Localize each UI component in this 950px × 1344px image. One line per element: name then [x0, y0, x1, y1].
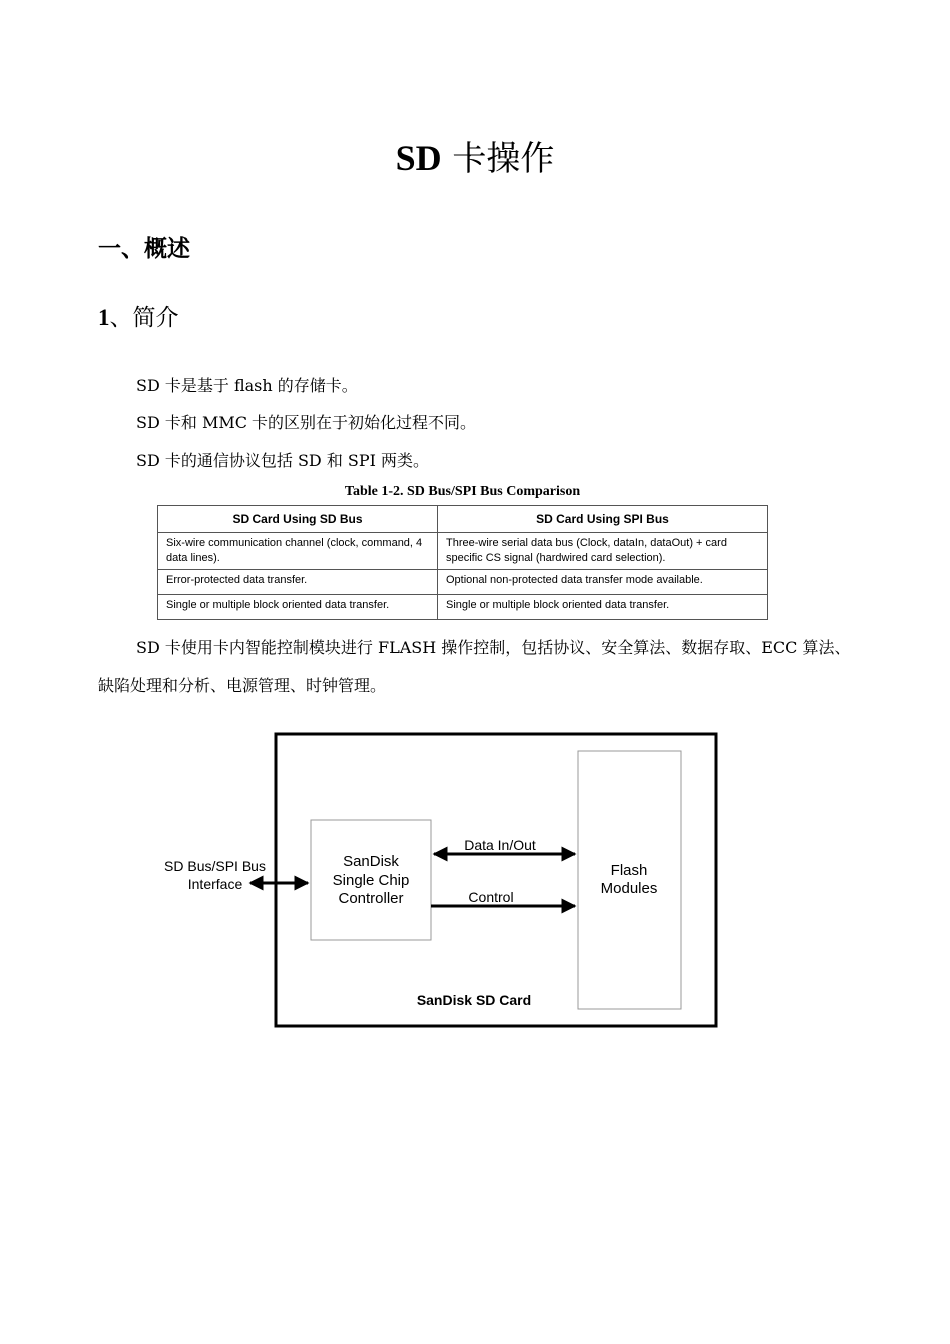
- table-caption: Table 1-2. SD Bus/SPI Bus Comparison: [344, 484, 581, 499]
- interface-label: SD Bus/SPI Bus: [164, 858, 266, 874]
- control-label: Control: [468, 889, 514, 905]
- interface-label: Interface: [187, 876, 243, 892]
- title-latin: SD: [395, 138, 442, 178]
- paragraph-long: SD 卡使用卡内智能控制模块进行 FLASH 操作控制，包括协议、安全算法、数据存取、ECC 算法、缺陷处理和分析、电源管理、时钟管理。: [98, 638, 851, 695]
- comparison-table: [157, 505, 768, 620]
- subsection-number: 1: [98, 305, 110, 330]
- page-title: [0, 136, 950, 181]
- controller-label: SanDisk: [343, 853, 399, 870]
- paragraph-2: SD 卡和 MMC 卡的区别在于初始化过程不同。: [136, 413, 477, 432]
- table-cell: Optional non-protected data transfer mode available.: [438, 570, 768, 595]
- table-header-cell: SD Card Using SPI Bus: [438, 506, 768, 533]
- flash-label: Modules: [600, 880, 658, 897]
- table-cell: Single or multiple block oriented data transfer.: [158, 595, 438, 620]
- table-row: [158, 570, 768, 595]
- card-label: SanDisk SD Card: [416, 992, 532, 1008]
- table-header-row: [158, 506, 768, 533]
- paragraph-1: SD 卡是基于 flash 的存储卡。: [136, 376, 358, 395]
- subsection-heading: [98, 302, 179, 334]
- block-diagram: [150, 730, 730, 1035]
- subsection-text: 、简介: [109, 305, 179, 331]
- table-cell: Three-wire serial data bus (Clock, dataIn, dataOut) + card specific CS signal (hardwired card selection).: [438, 533, 768, 570]
- table-cell: Error-protected data transfer.: [158, 570, 438, 595]
- table-cell: Single or multiple block oriented data transfer.: [438, 595, 768, 620]
- data-label: Data In/Out: [464, 837, 536, 853]
- section-heading: 一、概述: [98, 236, 190, 262]
- paragraph-3: SD 卡的通信协议包括 SD 和 SPI 两类。: [136, 451, 430, 470]
- table-cell: Six-wire communication channel (clock, command, 4 data lines).: [158, 533, 438, 570]
- title-cjk: 卡操作: [452, 139, 555, 179]
- flash-label: Flash: [610, 862, 648, 879]
- table-row: [158, 533, 768, 570]
- table-row: [158, 595, 768, 620]
- controller-label: Single Chip: [332, 872, 410, 889]
- controller-label: Controller: [338, 890, 404, 907]
- table-header-cell: SD Card Using SD Bus: [158, 506, 438, 533]
